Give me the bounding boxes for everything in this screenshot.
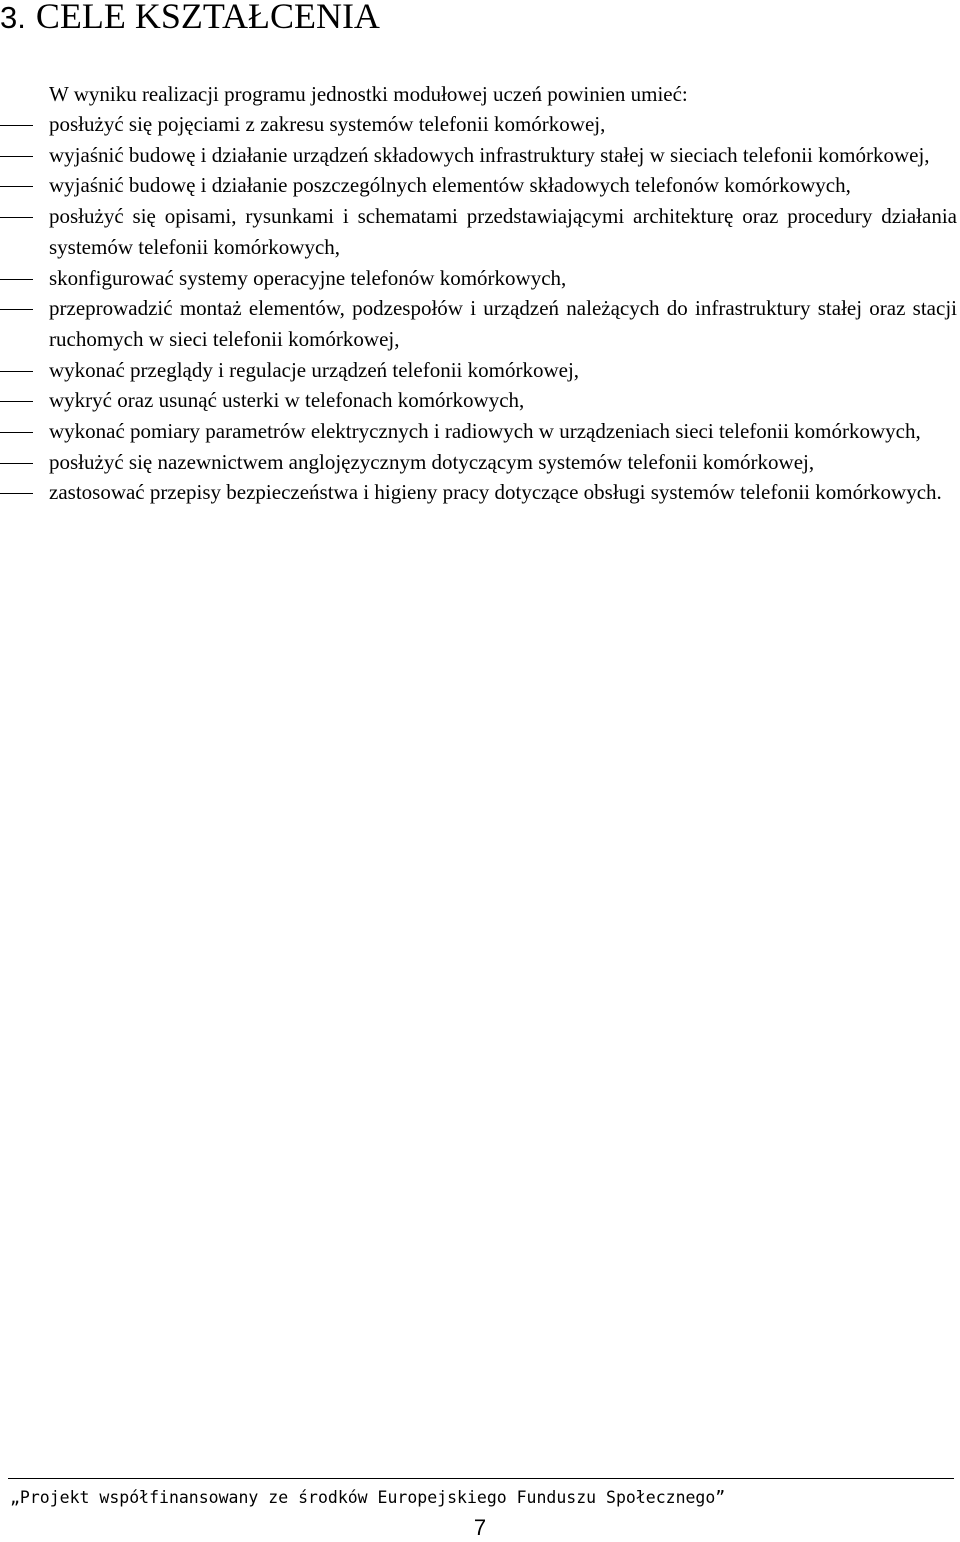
list-item-text: wyjaśnić budowę i działanie urządzeń składowych infrastruktury stałej w sieciach telefonii komórkowej,: [49, 142, 930, 167]
page-number: 7: [473, 1515, 487, 1540]
dash-bullet-icon: [0, 371, 33, 372]
dash-bullet-icon: [0, 217, 33, 218]
section-heading: [0, 0, 380, 38]
list-item: [0, 447, 957, 478]
intro-paragraph: W wyniku realizacji programu jednostki modułowej uczeń powinien umieć:: [49, 82, 688, 106]
list-item: [0, 477, 957, 508]
list-item: [0, 385, 957, 416]
list-item: [0, 109, 957, 140]
list-item-text: posłużyć się nazewnictwem anglojęzycznym dotyczącym systemów telefonii komórkowej,: [49, 449, 815, 474]
dash-bullet-icon: [0, 125, 33, 126]
list-item-text: zastosować przepisy bezpieczeństwa i higieny pracy dotyczące obsługi systemów telefonii komórkowych.: [49, 480, 942, 505]
list-item: [0, 416, 957, 447]
list-item: [0, 170, 957, 201]
list-item-text: wyjaśnić budowę i działanie poszczególnych elementów składowych telefonów komórkowych,: [49, 173, 851, 198]
list-item-text: wykonać pomiary parametrów elektrycznych i radiowych w urządzeniach sieci telefonii komórkowych,: [49, 419, 921, 444]
list-item-text: posłużyć się pojęciami z zakresu systemów telefonii komórkowej,: [49, 112, 606, 136]
list-item: [0, 201, 957, 262]
dash-bullet-icon: [0, 432, 33, 433]
footer-divider: [8, 1478, 954, 1479]
list-item-text: posłużyć się opisami, rysunkami i schematami przedstawiającymi architekturę oraz procedury działania systemów telefonii komórkowych,: [49, 204, 957, 259]
dash-bullet-icon: [0, 156, 33, 157]
list-item: [0, 293, 957, 354]
dash-bullet-icon: [0, 463, 33, 464]
section-number: 3.: [0, 0, 26, 35]
dash-bullet-icon: [0, 401, 33, 402]
list-item-text: skonfigurować systemy operacyjne telefonów komórkowych,: [49, 265, 567, 290]
dash-bullet-icon: [0, 493, 33, 494]
list-item: [0, 140, 957, 171]
list-item: [0, 355, 957, 386]
dash-bullet-icon: [0, 279, 33, 280]
footer-text: „Projekt współfinansowany ze środków Europejskiego Funduszu Społecznego”: [10, 1488, 726, 1507]
list-item: [0, 263, 957, 294]
dash-bullet-icon: [0, 309, 33, 310]
list-item-text: wykryć oraz usunąć usterki w telefonach komórkowych,: [49, 388, 525, 413]
dash-bullet-icon: [0, 186, 33, 187]
list-item-text: przeprowadzić montaż elementów, podzespołów i urządzeń należących do infrastruktury stałej oraz stacji ruchomych w sieci telefonii komórkowej,: [49, 296, 957, 351]
list-item-text: wykonać przeglądy i regulacje urządzeń telefonii komórkowej,: [49, 357, 580, 382]
section-title: CELE KSZTAŁCENIA: [35, 0, 380, 36]
objectives-list: [0, 109, 957, 508]
